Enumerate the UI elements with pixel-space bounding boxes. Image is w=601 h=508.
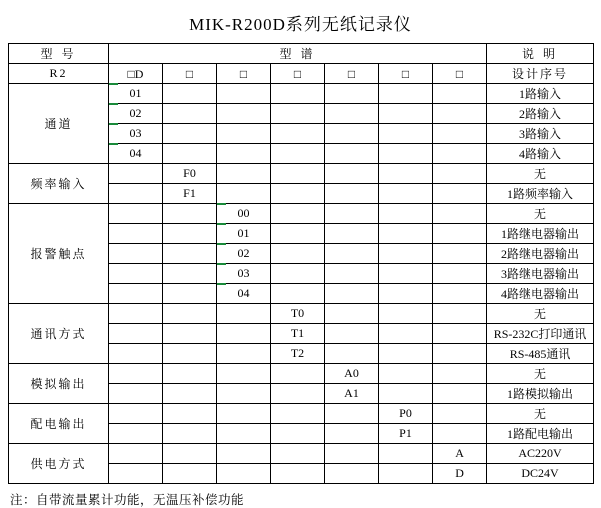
spacer-cell: [433, 104, 487, 124]
spacer-cell: [325, 324, 379, 344]
spacer-cell: [163, 384, 217, 404]
code-cell: 01: [109, 84, 163, 104]
spacer-cell: [325, 244, 379, 264]
spacer-cell: [109, 224, 163, 244]
spacer-cell: [433, 84, 487, 104]
spacer-cell: [325, 184, 379, 204]
spacer-cell: [433, 424, 487, 444]
spacer-cell: [271, 284, 325, 304]
spacer-cell: [163, 364, 217, 384]
spacer-cell: [271, 424, 325, 444]
spacer-cell: [163, 424, 217, 444]
description-cell: 3路输入: [487, 124, 594, 144]
spacer-cell: [217, 444, 271, 464]
code-cell: 03: [217, 264, 271, 284]
code-cell: T0: [271, 304, 325, 324]
description-cell: 1路继电器输出: [487, 224, 594, 244]
header-description: 说 明: [487, 44, 594, 64]
model-spectrum-table: [8, 43, 594, 484]
description-cell: 无: [487, 404, 594, 424]
spacer-cell: [163, 224, 217, 244]
box-cell-2: □: [217, 64, 271, 84]
spacer-cell: [109, 424, 163, 444]
code-cell: 02: [109, 104, 163, 124]
spacer-cell: [433, 324, 487, 344]
description-cell: RS-232C打印通讯: [487, 324, 594, 344]
spacer-cell: [163, 144, 217, 164]
description-cell: 3路继电器输出: [487, 264, 594, 284]
spacer-cell: [379, 104, 433, 124]
table-row: [9, 444, 594, 464]
spacer-cell: [109, 464, 163, 484]
spacer-cell: [433, 364, 487, 384]
description-cell: 1路配电输出: [487, 424, 594, 444]
table-row: [9, 404, 594, 424]
code-cell: T1: [271, 324, 325, 344]
spacer-cell: [163, 204, 217, 224]
box-cell-5: □: [379, 64, 433, 84]
spacer-cell: [109, 304, 163, 324]
spacer-cell: [379, 164, 433, 184]
spacer-cell: [163, 104, 217, 124]
spacer-cell: [379, 184, 433, 204]
spacer-cell: [325, 444, 379, 464]
spacer-cell: [325, 144, 379, 164]
spacer-cell: [163, 264, 217, 284]
table-row: [9, 304, 594, 324]
spacer-cell: [271, 264, 325, 284]
spacer-cell: [325, 84, 379, 104]
box-cell-3: □: [271, 64, 325, 84]
spacer-cell: [217, 404, 271, 424]
spacer-cell: [325, 204, 379, 224]
group-label-power-supply: 供电方式: [9, 444, 109, 484]
description-cell: 1路模拟输出: [487, 384, 594, 404]
box-cell-0: □D: [109, 64, 163, 84]
description-cell: 无: [487, 364, 594, 384]
spacer-cell: [271, 404, 325, 424]
spacer-cell: [379, 84, 433, 104]
spacer-cell: [271, 184, 325, 204]
group-label-communication: 通讯方式: [9, 304, 109, 364]
spacer-cell: [325, 164, 379, 184]
spacer-cell: [433, 284, 487, 304]
spacer-cell: [379, 264, 433, 284]
spacer-cell: [433, 244, 487, 264]
spacer-cell: [163, 124, 217, 144]
code-cell: 01: [217, 224, 271, 244]
spacer-cell: [271, 224, 325, 244]
spacer-cell: [163, 404, 217, 424]
footnote: 注：自带流量累计功能，无温压补偿功能: [10, 493, 245, 507]
spacer-cell: [163, 464, 217, 484]
spacer-cell: [271, 364, 325, 384]
group-label-alarm-contact: 报警触点: [9, 204, 109, 304]
spacer-cell: [217, 164, 271, 184]
spacer-cell: [163, 324, 217, 344]
spacer-cell: [217, 124, 271, 144]
spacer-cell: [217, 464, 271, 484]
spacer-cell: [217, 104, 271, 124]
spacer-cell: [379, 344, 433, 364]
spacer-cell: [109, 384, 163, 404]
spacer-cell: [163, 84, 217, 104]
table-row: [9, 164, 594, 184]
spacer-cell: [109, 264, 163, 284]
code-cell: T2: [271, 344, 325, 364]
table-row: [9, 204, 594, 224]
box-cell-4: □: [325, 64, 379, 84]
spacer-cell: [325, 124, 379, 144]
spacer-cell: [433, 344, 487, 364]
spacer-cell: [379, 244, 433, 264]
spacer-cell: [433, 124, 487, 144]
page-title: MIK-R200D系列无纸记录仪: [189, 15, 412, 34]
spacer-cell: [217, 324, 271, 344]
spacer-cell: [163, 244, 217, 264]
code-cell: 00: [217, 204, 271, 224]
spacer-cell: [109, 444, 163, 464]
description-cell: 1路输入: [487, 84, 594, 104]
spacer-cell: [379, 144, 433, 164]
description-cell: AC220V: [487, 444, 594, 464]
spacer-cell: [433, 144, 487, 164]
description-cell: RS-485通讯: [487, 344, 594, 364]
box-cell-6: □: [433, 64, 487, 84]
spacer-cell: [217, 304, 271, 324]
spacer-cell: [109, 164, 163, 184]
spacer-cell: [433, 304, 487, 324]
spacer-cell: [109, 284, 163, 304]
spacer-cell: [379, 124, 433, 144]
spacer-cell: [325, 104, 379, 124]
spacer-cell: [271, 164, 325, 184]
spacer-cell: [379, 304, 433, 324]
spacer-cell: [379, 384, 433, 404]
spacer-cell: [433, 204, 487, 224]
spacer-cell: [109, 344, 163, 364]
spacer-cell: [163, 284, 217, 304]
spacer-cell: [271, 204, 325, 224]
code-cell: F0: [163, 164, 217, 184]
box-cell-1: □: [163, 64, 217, 84]
group-label-power-distribution-output: 配电输出: [9, 404, 109, 444]
table-row: [9, 84, 594, 104]
spacer-cell: [163, 304, 217, 324]
spacer-cell: [433, 224, 487, 244]
spacer-cell: [379, 444, 433, 464]
table-row: [9, 364, 594, 384]
spacer-cell: [379, 284, 433, 304]
spacer-cell: [217, 384, 271, 404]
spacer-cell: [217, 364, 271, 384]
group-label-frequency-input: 频率输入: [9, 164, 109, 204]
spacer-cell: [109, 364, 163, 384]
spacer-cell: [379, 204, 433, 224]
series-row: [9, 64, 594, 84]
spacer-cell: [325, 264, 379, 284]
spacer-cell: [325, 464, 379, 484]
spacer-cell: [325, 424, 379, 444]
spacer-cell: [271, 124, 325, 144]
spacer-cell: [109, 184, 163, 204]
code-cell: A: [433, 444, 487, 464]
code-cell: A0: [325, 364, 379, 384]
spacer-cell: [271, 84, 325, 104]
description-cell: DC24V: [487, 464, 594, 484]
description-cell: 1路频率输入: [487, 184, 594, 204]
code-cell: P1: [379, 424, 433, 444]
table-header-row: [9, 44, 594, 64]
spacer-cell: [271, 384, 325, 404]
series-description: 设计序号: [487, 64, 594, 84]
spacer-cell: [217, 144, 271, 164]
spacer-cell: [379, 324, 433, 344]
code-cell: 04: [217, 284, 271, 304]
spacer-cell: [163, 344, 217, 364]
series-model-code: R2: [9, 64, 109, 84]
spacer-cell: [163, 444, 217, 464]
spacer-cell: [217, 184, 271, 204]
spacer-cell: [433, 404, 487, 424]
spacer-cell: [109, 324, 163, 344]
spacer-cell: [433, 384, 487, 404]
spacer-cell: [379, 224, 433, 244]
spacer-cell: [217, 344, 271, 364]
spacer-cell: [325, 344, 379, 364]
spacer-cell: [325, 224, 379, 244]
description-cell: 4路继电器输出: [487, 284, 594, 304]
header-model: 型 号: [9, 44, 109, 64]
code-cell: A1: [325, 384, 379, 404]
spacer-cell: [271, 104, 325, 124]
spacer-cell: [109, 404, 163, 424]
description-cell: 无: [487, 204, 594, 224]
code-cell: 04: [109, 144, 163, 164]
code-cell: 02: [217, 244, 271, 264]
description-cell: 2路输入: [487, 104, 594, 124]
code-cell: F1: [163, 184, 217, 204]
code-cell: P0: [379, 404, 433, 424]
spacer-cell: [271, 244, 325, 264]
spacer-cell: [109, 244, 163, 264]
spacer-cell: [109, 204, 163, 224]
group-label-analog-output: 模拟输出: [9, 364, 109, 404]
spacer-cell: [433, 264, 487, 284]
spacer-cell: [379, 364, 433, 384]
spacer-cell: [433, 184, 487, 204]
spacer-cell: [217, 84, 271, 104]
description-cell: 无: [487, 304, 594, 324]
description-cell: 4路输入: [487, 144, 594, 164]
code-cell: 03: [109, 124, 163, 144]
spacer-cell: [217, 424, 271, 444]
spacer-cell: [271, 444, 325, 464]
spacer-cell: [379, 464, 433, 484]
spacer-cell: [325, 284, 379, 304]
description-cell: 2路继电器输出: [487, 244, 594, 264]
description-cell: 无: [487, 164, 594, 184]
group-label-channel: 通道: [9, 84, 109, 164]
spacer-cell: [325, 404, 379, 424]
spacer-cell: [433, 164, 487, 184]
code-cell: D: [433, 464, 487, 484]
header-spectrum: 型 谱: [109, 44, 487, 64]
spacer-cell: [271, 464, 325, 484]
spacer-cell: [325, 304, 379, 324]
spacer-cell: [271, 144, 325, 164]
